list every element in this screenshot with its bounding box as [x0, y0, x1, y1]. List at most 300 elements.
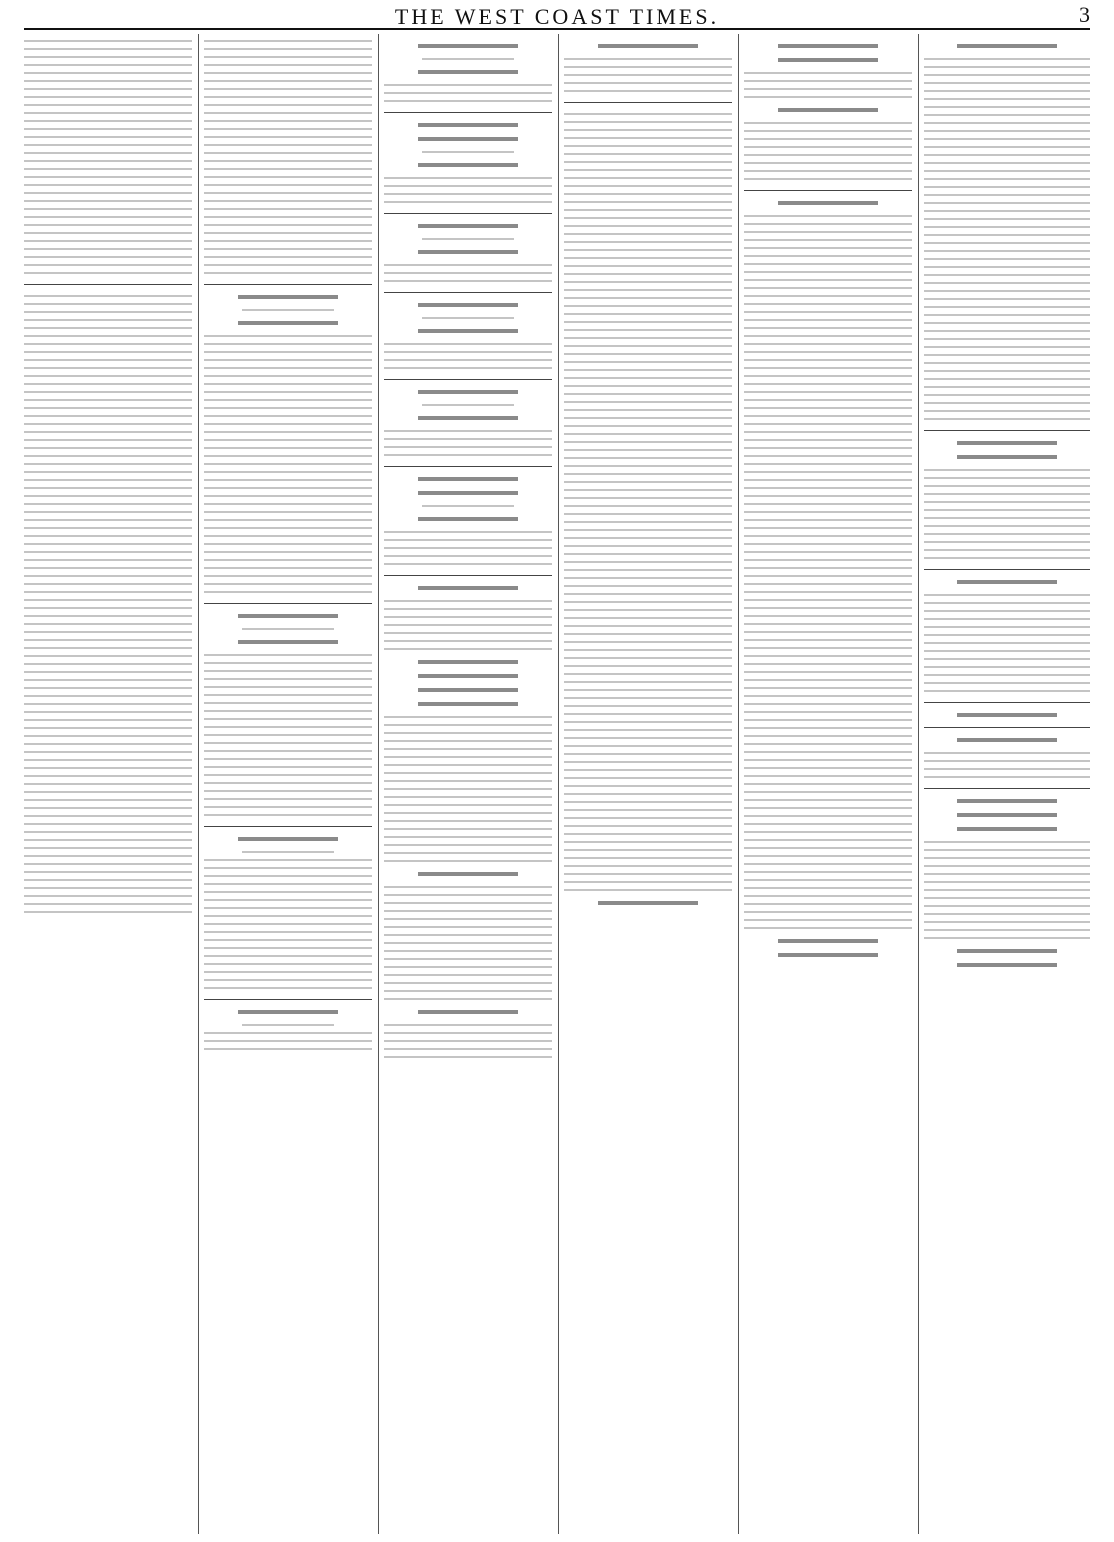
heading-placeholder — [778, 58, 879, 62]
text-line-placeholder — [744, 895, 912, 897]
text-line-placeholder — [204, 891, 372, 893]
text-line-placeholder — [204, 790, 372, 792]
heading-placeholder — [957, 738, 1057, 742]
text-line-placeholder — [24, 367, 192, 369]
text-line-placeholder — [564, 521, 732, 523]
text-line-placeholder — [24, 863, 192, 865]
text-line-placeholder — [924, 634, 1090, 636]
text-line-placeholder — [744, 138, 912, 140]
text-line-placeholder — [24, 216, 192, 218]
text-line-placeholder — [384, 748, 552, 750]
text-line-placeholder — [744, 591, 912, 593]
text-line-placeholder — [564, 849, 732, 851]
text-line-placeholder — [924, 170, 1090, 172]
text-line-placeholder — [744, 655, 912, 657]
text-line-placeholder — [24, 847, 192, 849]
text-line-placeholder — [24, 823, 192, 825]
text-line-placeholder — [924, 650, 1090, 652]
text-line-placeholder — [744, 367, 912, 369]
text-line-placeholder — [564, 817, 732, 819]
text-line-placeholder — [204, 168, 372, 170]
text-line-placeholder — [924, 594, 1090, 596]
text-line-placeholder — [564, 465, 732, 467]
heading-placeholder — [238, 295, 339, 299]
text-line-placeholder — [204, 591, 372, 593]
text-line-placeholder — [564, 865, 732, 867]
text-line-placeholder — [744, 559, 912, 561]
text-line-placeholder — [204, 798, 372, 800]
text-line-placeholder — [204, 694, 372, 696]
section-separator — [924, 727, 1090, 728]
text-line-placeholder — [204, 915, 372, 917]
text-line-placeholder — [204, 527, 372, 529]
text-line-placeholder — [744, 375, 912, 377]
text-line-placeholder — [744, 303, 912, 305]
text-line-placeholder — [744, 695, 912, 697]
text-line-placeholder — [24, 439, 192, 441]
heading-placeholder — [418, 70, 519, 74]
text-line-placeholder — [384, 756, 552, 758]
text-line-placeholder — [564, 777, 732, 779]
text-line-placeholder — [564, 889, 732, 891]
text-line-placeholder — [24, 479, 192, 481]
text-line-placeholder — [924, 905, 1090, 907]
text-line-placeholder — [564, 225, 732, 227]
text-line-placeholder — [204, 375, 372, 377]
text-line-placeholder — [744, 567, 912, 569]
heading-placeholder — [957, 949, 1057, 953]
text-line-placeholder — [204, 718, 372, 720]
text-line-placeholder — [744, 735, 912, 737]
text-line-placeholder — [564, 361, 732, 363]
text-line-placeholder — [744, 463, 912, 465]
text-line-placeholder — [24, 319, 192, 321]
text-line-placeholder — [564, 881, 732, 883]
text-line-placeholder — [744, 335, 912, 337]
text-line-placeholder — [24, 431, 192, 433]
text-line-placeholder — [204, 447, 372, 449]
text-line-placeholder — [24, 655, 192, 657]
text-line-placeholder — [24, 743, 192, 745]
text-line-placeholder — [744, 455, 912, 457]
text-line-placeholder — [744, 687, 912, 689]
text-line-placeholder — [384, 1048, 552, 1050]
text-line-placeholder — [564, 665, 732, 667]
text-line-placeholder — [204, 232, 372, 234]
text-line-placeholder — [24, 375, 192, 377]
heading-placeholder — [957, 455, 1057, 459]
text-line-placeholder — [564, 121, 732, 123]
text-line-placeholder — [744, 122, 912, 124]
text-line-placeholder — [422, 238, 514, 240]
text-line-placeholder — [384, 1024, 552, 1026]
text-line-placeholder — [564, 329, 732, 331]
text-line-placeholder — [564, 257, 732, 259]
text-line-placeholder — [204, 240, 372, 242]
heading-placeholder — [238, 614, 339, 618]
text-line-placeholder — [564, 153, 732, 155]
text-line-placeholder — [744, 503, 912, 505]
heading-placeholder — [957, 827, 1057, 831]
text-line-placeholder — [204, 40, 372, 42]
text-line-placeholder — [564, 585, 732, 587]
text-line-placeholder — [204, 867, 372, 869]
text-line-placeholder — [564, 545, 732, 547]
text-line-placeholder — [924, 386, 1090, 388]
text-line-placeholder — [924, 610, 1090, 612]
text-line-placeholder — [564, 769, 732, 771]
text-line-placeholder — [564, 673, 732, 675]
text-line-placeholder — [744, 767, 912, 769]
section-separator — [24, 284, 192, 285]
text-line-placeholder — [564, 697, 732, 699]
text-line-placeholder — [744, 399, 912, 401]
text-line-placeholder — [744, 911, 912, 913]
page-number: 3 — [1079, 2, 1090, 27]
text-line-placeholder — [744, 831, 912, 833]
text-line-placeholder — [204, 455, 372, 457]
text-line-placeholder — [204, 670, 372, 672]
text-line-placeholder — [24, 839, 192, 841]
text-line-placeholder — [924, 306, 1090, 308]
section-separator — [204, 826, 372, 827]
text-line-placeholder — [204, 875, 372, 877]
text-line-placeholder — [924, 266, 1090, 268]
text-line-placeholder — [24, 719, 192, 721]
text-line-placeholder — [744, 527, 912, 529]
text-line-placeholder — [564, 601, 732, 603]
text-line-placeholder — [204, 519, 372, 521]
text-line-placeholder — [564, 577, 732, 579]
text-line-placeholder — [924, 501, 1090, 503]
text-line-placeholder — [564, 561, 732, 563]
text-line-placeholder — [744, 247, 912, 249]
text-line-placeholder — [744, 311, 912, 313]
section-separator — [924, 569, 1090, 570]
text-line-placeholder — [744, 88, 912, 90]
text-line-placeholder — [242, 309, 334, 311]
text-line-placeholder — [924, 602, 1090, 604]
text-line-placeholder — [24, 208, 192, 210]
heading-placeholder — [418, 872, 519, 876]
text-line-placeholder — [384, 547, 552, 549]
text-line-placeholder — [24, 615, 192, 617]
text-line-placeholder — [384, 974, 552, 976]
text-line-placeholder — [744, 711, 912, 713]
text-line-placeholder — [924, 202, 1090, 204]
text-line-placeholder — [204, 136, 372, 138]
heading-placeholder — [418, 586, 519, 590]
text-line-placeholder — [24, 160, 192, 162]
text-line-placeholder — [564, 705, 732, 707]
text-line-placeholder — [924, 493, 1090, 495]
text-line-placeholder — [24, 264, 192, 266]
text-line-placeholder — [204, 264, 372, 266]
text-line-placeholder — [744, 343, 912, 345]
text-line-placeholder — [204, 859, 372, 861]
text-line-placeholder — [24, 695, 192, 697]
text-line-placeholder — [744, 295, 912, 297]
text-line-placeholder — [384, 343, 552, 345]
text-line-placeholder — [204, 678, 372, 680]
section-separator — [384, 466, 552, 467]
text-line-placeholder — [204, 471, 372, 473]
text-line-placeholder — [924, 517, 1090, 519]
text-line-placeholder — [24, 56, 192, 58]
text-line-placeholder — [204, 1032, 372, 1034]
text-line-placeholder — [564, 401, 732, 403]
text-line-placeholder — [924, 658, 1090, 660]
column-rule — [558, 34, 559, 1534]
text-line-placeholder — [744, 359, 912, 361]
text-line-placeholder — [564, 721, 732, 723]
text-line-placeholder — [384, 608, 552, 610]
text-line-placeholder — [204, 256, 372, 258]
text-line-placeholder — [204, 883, 372, 885]
text-line-placeholder — [924, 162, 1090, 164]
text-line-placeholder — [204, 806, 372, 808]
text-line-placeholder — [204, 399, 372, 401]
text-line-placeholder — [204, 750, 372, 752]
text-line-placeholder — [204, 758, 372, 760]
text-line-placeholder — [24, 136, 192, 138]
text-line-placeholder — [204, 654, 372, 656]
text-line-placeholder — [924, 541, 1090, 543]
text-line-placeholder — [924, 913, 1090, 915]
text-line-placeholder — [384, 732, 552, 734]
text-line-placeholder — [744, 223, 912, 225]
text-line-placeholder — [564, 449, 732, 451]
text-line-placeholder — [924, 929, 1090, 931]
text-line-placeholder — [744, 775, 912, 777]
text-line-placeholder — [24, 535, 192, 537]
text-line-placeholder — [564, 169, 732, 171]
text-line-placeholder — [24, 599, 192, 601]
text-line-placeholder — [384, 934, 552, 936]
text-line-placeholder — [744, 863, 912, 865]
text-line-placeholder — [24, 607, 192, 609]
text-line-placeholder — [564, 185, 732, 187]
text-line-placeholder — [564, 289, 732, 291]
heading-placeholder — [238, 321, 339, 325]
text-line-placeholder — [744, 623, 912, 625]
column-3 — [384, 34, 552, 1534]
text-line-placeholder — [384, 918, 552, 920]
text-line-placeholder — [204, 80, 372, 82]
text-line-placeholder — [924, 130, 1090, 132]
heading-placeholder — [418, 303, 519, 307]
text-line-placeholder — [24, 48, 192, 50]
text-line-placeholder — [204, 359, 372, 361]
text-line-placeholder — [24, 503, 192, 505]
text-line-placeholder — [24, 799, 192, 801]
text-line-placeholder — [924, 394, 1090, 396]
section-separator — [924, 430, 1090, 431]
text-line-placeholder — [204, 104, 372, 106]
text-line-placeholder — [204, 575, 372, 577]
text-line-placeholder — [564, 617, 732, 619]
text-line-placeholder — [384, 193, 552, 195]
text-line-placeholder — [564, 481, 732, 483]
column-1 — [24, 34, 192, 1534]
text-line-placeholder — [204, 710, 372, 712]
text-line-placeholder — [564, 193, 732, 195]
text-line-placeholder — [204, 248, 372, 250]
text-line-placeholder — [24, 623, 192, 625]
text-line-placeholder — [24, 295, 192, 297]
text-line-placeholder — [924, 768, 1090, 770]
text-line-placeholder — [24, 911, 192, 913]
text-line-placeholder — [384, 640, 552, 642]
text-line-placeholder — [744, 415, 912, 417]
text-line-placeholder — [204, 979, 372, 981]
text-line-placeholder — [204, 551, 372, 553]
text-line-placeholder — [24, 591, 192, 593]
text-line-placeholder — [744, 447, 912, 449]
text-line-placeholder — [564, 489, 732, 491]
text-line-placeholder — [24, 80, 192, 82]
column-rule — [198, 34, 199, 1534]
text-line-placeholder — [24, 639, 192, 641]
text-line-placeholder — [204, 208, 372, 210]
column-rule — [738, 34, 739, 1534]
text-line-placeholder — [384, 632, 552, 634]
text-line-placeholder — [564, 857, 732, 859]
text-line-placeholder — [744, 543, 912, 545]
text-line-placeholder — [564, 537, 732, 539]
text-line-placeholder — [204, 511, 372, 513]
text-line-placeholder — [24, 248, 192, 250]
text-line-placeholder — [204, 112, 372, 114]
text-line-placeholder — [924, 258, 1090, 260]
heading-placeholder — [418, 123, 519, 127]
text-line-placeholder — [204, 487, 372, 489]
heading-placeholder — [778, 201, 879, 205]
text-line-placeholder — [204, 971, 372, 973]
text-line-placeholder — [564, 249, 732, 251]
text-line-placeholder — [204, 367, 372, 369]
text-line-placeholder — [24, 240, 192, 242]
text-line-placeholder — [744, 146, 912, 148]
text-line-placeholder — [204, 583, 372, 585]
text-line-placeholder — [204, 431, 372, 433]
text-line-placeholder — [564, 137, 732, 139]
text-line-placeholder — [564, 609, 732, 611]
text-line-placeholder — [384, 201, 552, 203]
text-line-placeholder — [24, 735, 192, 737]
text-line-placeholder — [924, 338, 1090, 340]
text-line-placeholder — [564, 873, 732, 875]
text-line-placeholder — [744, 96, 912, 98]
heading-placeholder — [778, 939, 879, 943]
text-line-placeholder — [384, 272, 552, 274]
text-line-placeholder — [384, 836, 552, 838]
text-line-placeholder — [744, 855, 912, 857]
text-line-placeholder — [24, 423, 192, 425]
text-line-placeholder — [204, 702, 372, 704]
text-line-placeholder — [384, 92, 552, 94]
heading-placeholder — [418, 477, 519, 481]
text-line-placeholder — [924, 362, 1090, 364]
text-line-placeholder — [744, 759, 912, 761]
text-line-placeholder — [24, 791, 192, 793]
text-line-placeholder — [744, 639, 912, 641]
text-line-placeholder — [564, 553, 732, 555]
text-line-placeholder — [924, 354, 1090, 356]
text-line-placeholder — [24, 815, 192, 817]
text-line-placeholder — [24, 128, 192, 130]
text-line-placeholder — [744, 495, 912, 497]
text-line-placeholder — [564, 281, 732, 283]
text-line-placeholder — [744, 607, 912, 609]
text-line-placeholder — [744, 703, 912, 705]
text-line-placeholder — [564, 497, 732, 499]
section-separator — [384, 379, 552, 380]
text-line-placeholder — [24, 807, 192, 809]
text-line-placeholder — [24, 112, 192, 114]
text-line-placeholder — [744, 383, 912, 385]
text-line-placeholder — [204, 120, 372, 122]
text-line-placeholder — [422, 151, 514, 153]
text-line-placeholder — [564, 201, 732, 203]
text-line-placeholder — [24, 272, 192, 274]
text-line-placeholder — [204, 192, 372, 194]
text-line-placeholder — [204, 200, 372, 202]
text-line-placeholder — [384, 1056, 552, 1058]
text-line-placeholder — [242, 628, 334, 630]
section-separator — [384, 112, 552, 113]
text-line-placeholder — [204, 407, 372, 409]
text-line-placeholder — [24, 687, 192, 689]
text-line-placeholder — [204, 96, 372, 98]
text-line-placeholder — [924, 274, 1090, 276]
text-line-placeholder — [924, 74, 1090, 76]
text-line-placeholder — [204, 987, 372, 989]
text-line-placeholder — [744, 815, 912, 817]
text-line-placeholder — [242, 851, 334, 853]
text-line-placeholder — [924, 881, 1090, 883]
text-line-placeholder — [204, 152, 372, 154]
text-line-placeholder — [384, 100, 552, 102]
text-line-placeholder — [24, 463, 192, 465]
text-line-placeholder — [422, 404, 514, 406]
text-line-placeholder — [924, 533, 1090, 535]
text-line-placeholder — [744, 407, 912, 409]
text-line-placeholder — [204, 224, 372, 226]
text-line-placeholder — [564, 841, 732, 843]
text-line-placeholder — [384, 982, 552, 984]
text-line-placeholder — [744, 479, 912, 481]
text-line-placeholder — [744, 319, 912, 321]
text-line-placeholder — [744, 471, 912, 473]
text-line-placeholder — [924, 937, 1090, 939]
text-line-placeholder — [204, 335, 372, 337]
text-line-placeholder — [384, 1040, 552, 1042]
text-line-placeholder — [924, 82, 1090, 84]
heading-placeholder — [957, 580, 1057, 584]
text-line-placeholder — [564, 689, 732, 691]
text-line-placeholder — [24, 64, 192, 66]
column-6 — [924, 34, 1090, 1534]
text-line-placeholder — [384, 177, 552, 179]
text-line-placeholder — [744, 807, 912, 809]
text-line-placeholder — [744, 919, 912, 921]
text-line-placeholder — [924, 485, 1090, 487]
text-line-placeholder — [564, 505, 732, 507]
text-line-placeholder — [924, 469, 1090, 471]
text-line-placeholder — [744, 130, 912, 132]
column-4 — [564, 34, 732, 1534]
